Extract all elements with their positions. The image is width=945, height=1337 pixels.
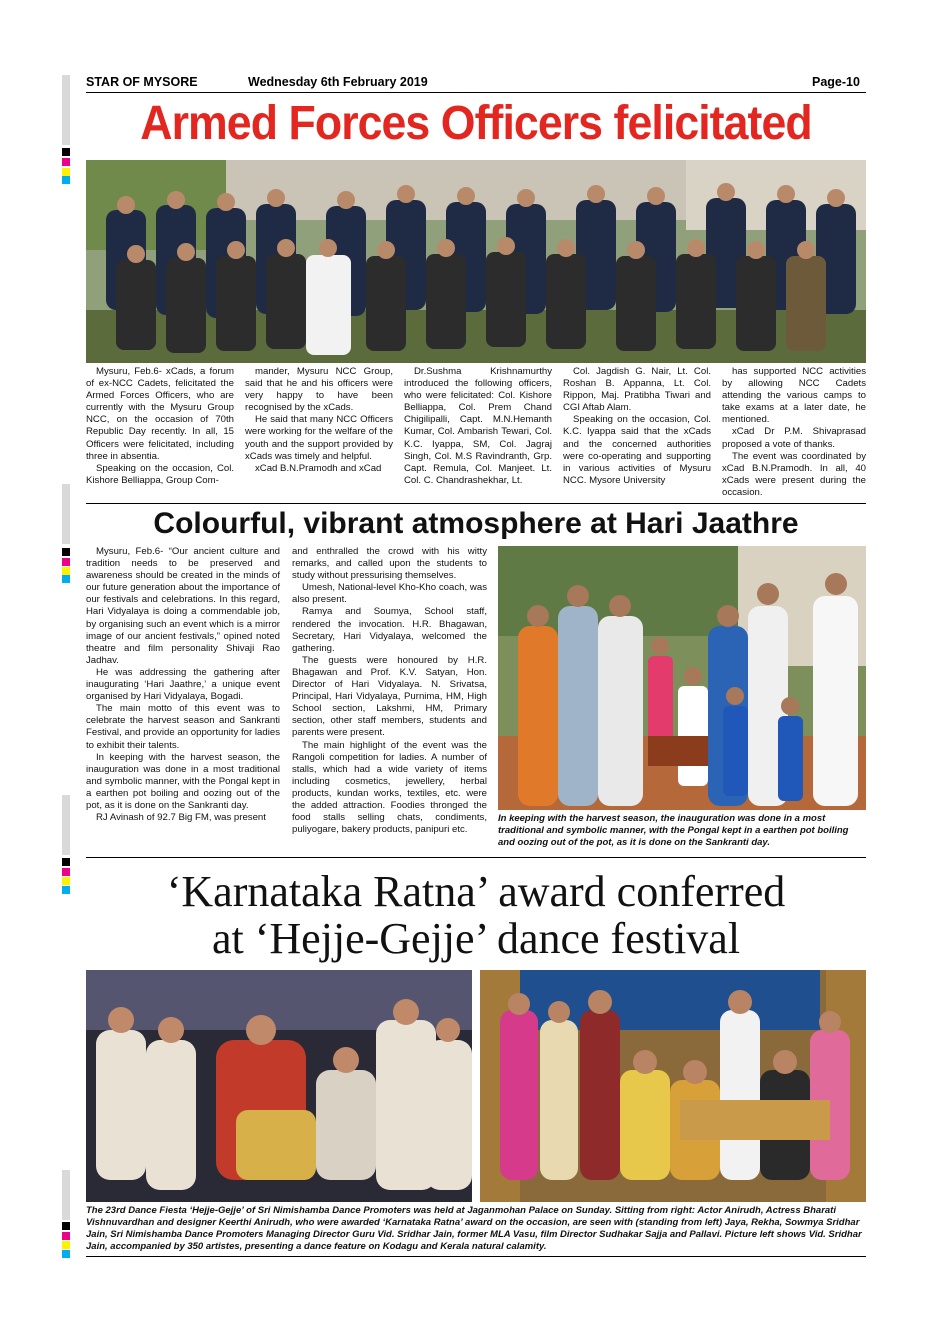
reg-mark-black [62,148,70,156]
caption-karnataka-ratna: The 23rd Dance Fiesta ‘Hejje-Gejje’ of Sri Nimishamba Dance Promoters was held at Jaganmohan Palace on Sunday. Sitting from right: Actor Anirudh, Actress Bharati Vishnuvardhan and designer Keerthi Anirudh, who were awarded ‘Karnataka Ratna’ award on the occasion, are seen with (standing from left) Jaya, Rekha, Sowmya Sridhar Jain, Sri Nimishamba Dance Promoters Managing Director Guru Vid. Sridhar Jain, former MLA Vasu, film Director Sudhakar Sajja and Pallavi. Picture left shows Vid. Sridhar Jain, accompanied by 350 artistes, presenting a dance feature on Kodagu and Kerala natural calamity. [86,1205,862,1252]
story2-column-1: Mysuru, Feb.6- “Our ancient culture and tradition needs to be preserved and awareness should be created in the minds of our future generation about the importance of our festivals and celebrations. In this regard, Hari Vidyalaya is doing a commendable job, by organising such an event which is a mirror image of our ancient festivals,” opined noted theatre and film personality Shivaji Rao Jadhav. He was addressing the gathering after inaugurating ‘Hari Jaathre,’ a unique event organised by Hari Vidyalaya, Bogadi. The main motto of this event was to celebrate the harvest season and Sankranti Festival, and provide an opportunity for ladies to exhibit their talents. In keeping with the harvest season, the inauguration was done in a most traditional and symbolic manner, with the Pongal kept in a earthen pot boiling and oozing out of the pot, as it is done on the Sankranti day. RJ Avinash of 92.7 Big FM, was present [86,546,280,824]
story1-column-1: Mysuru, Feb.6- xCads, a forum of ex-NCC Cadets, felicitated the Armed Forces Officers, who are currently with the Mysuru Group NCC, on the occasion of 70th Republic Day recently. In all, 15 Officers were felicitated, including three in absentia. Speaking on the occasion, Col. Kishore Belliappa, Group Com- [86,366,234,486]
issue-date: Wednesday 6th February 2019 [248,75,428,89]
headline-hari-jaathre: Colourful, vibrant atmosphere at Hari Jaathre [153,507,799,540]
reg-mark-yellow [62,168,70,176]
reg-mark-black [62,1222,70,1230]
margin-bar-mid [62,484,70,544]
headline-karnataka-ratna-line2: at ‘Hejje-Gejje’ dance festival [211,914,741,963]
reg-mark-black [62,548,70,556]
reg-mark-yellow [62,877,70,885]
reg-mark-magenta [62,158,70,166]
margin-bar-low [62,795,70,855]
headline-karnataka-ratna-line1: ‘Karnataka Ratna’ award conferred [166,867,786,916]
reg-mark-magenta [62,1232,70,1240]
page-number: Page-10 [812,75,860,89]
story1-column-4: Col. Jagdish G. Nair, Lt. Col. Roshan B. Appanna, Lt. Col. Rippon, Maj. Pratibha Tiwari and CGI Aftab Alam. Speaking on the occasion, Col. K.C. Iyappa said that the xCads and the concerned authorities were co-operating and supporting in various activities of Mysuru NCC. Mysore University [563,366,711,486]
header-rule [86,92,866,93]
photo-hari-jaathre-inauguration [498,546,866,810]
margin-bar-top [62,75,70,145]
paper-name: STAR OF MYSORE [86,75,198,89]
headline-armed-forces: Armed Forces Officers felicitated [140,97,812,150]
reg-mark-yellow [62,567,70,575]
reg-mark-yellow [62,1241,70,1249]
story2-column-2: and enthralled the crowd with his witty remarks, and called upon the students to study without pressurising themselves. Umesh, National-level Kho-Kho coach, was also present. Ramya and Soumya, School staff, rendered the invocation. H.R. Bhagawan, Secretary, Hari Vidyalaya, welcomed the gathering. The guests were honoured by H.R. Bhagawan and Prof. K.V. Satyan, Hon. Director of Hari Vidyalaya. N. Srivatsa, Principal, Hari Vidyalaya, Purnima, HM, High School section, Lakshmi, HM, Primary section, other staff members, students and parents were present. The main highlight of the event was the Rangoli competition for ladies. A number of stalls, which had a wide variety of items including cosmetics, jewellery, herbal products, kundan works, textiles, etc. were the added attraction. Foodies thronged the food stalls selling chats, condiments, puliyogare, bakery products, panipuri etc. [292,546,487,836]
photo-award-ceremony [480,970,866,1202]
story1-column-3: Dr.Sushma Krishnamurthy introduced the following officers, who were felicitated: Col. Kishore Belliappa, Col. Prem Chand Chigilipalli, Capt. M.N.Hemanth Kumar, Col. Ambarish Tewari, Col. K.C. Iyappa, SM, Col. Jagraj Singh, Col. M.S Ravindranth, Grp. Capt. Remula, Col. Manjeet. Lt. Col. C. Chandrashekhar, Lt. [404,366,552,486]
photo-dance-feature [86,970,472,1202]
story1-column-5: has supported NCC activities by allowing NCC Cadets attending the various camps to take exams at a later date, he mentioned. xCad Dr P.M. Shivaprasad proposed a vote of thanks. The event was coordinated by xCad B.N.Pramodh. In all, 40 xCads were present during the occasion. [722,366,866,498]
reg-mark-magenta [62,558,70,566]
reg-mark-black [62,858,70,866]
bottom-rule [86,1256,866,1257]
reg-mark-cyan [62,575,70,583]
story1-column-2: mander, Mysuru NCC Group, said that he and his officers were very happy to have been recognised by the xCads. He said that many NCC Officers were working for the welfare of the youth and the support provided by xCads was timely and helpful. xCad B.N.Pramodh and xCad [245,366,393,474]
section-rule [86,857,866,858]
reg-mark-cyan [62,886,70,894]
margin-bar-bottom [62,1170,70,1220]
reg-mark-magenta [62,868,70,876]
reg-mark-cyan [62,176,70,184]
caption-hari-jaathre: In keeping with the harvest season, the inauguration was done in a most traditional and symbolic manner, with the Pongal kept in a earthen pot boiling and oozing out of the pot, as it is done on the Sankranti day. [498,813,849,848]
group-photo-officers [86,160,866,363]
reg-mark-cyan [62,1250,70,1258]
